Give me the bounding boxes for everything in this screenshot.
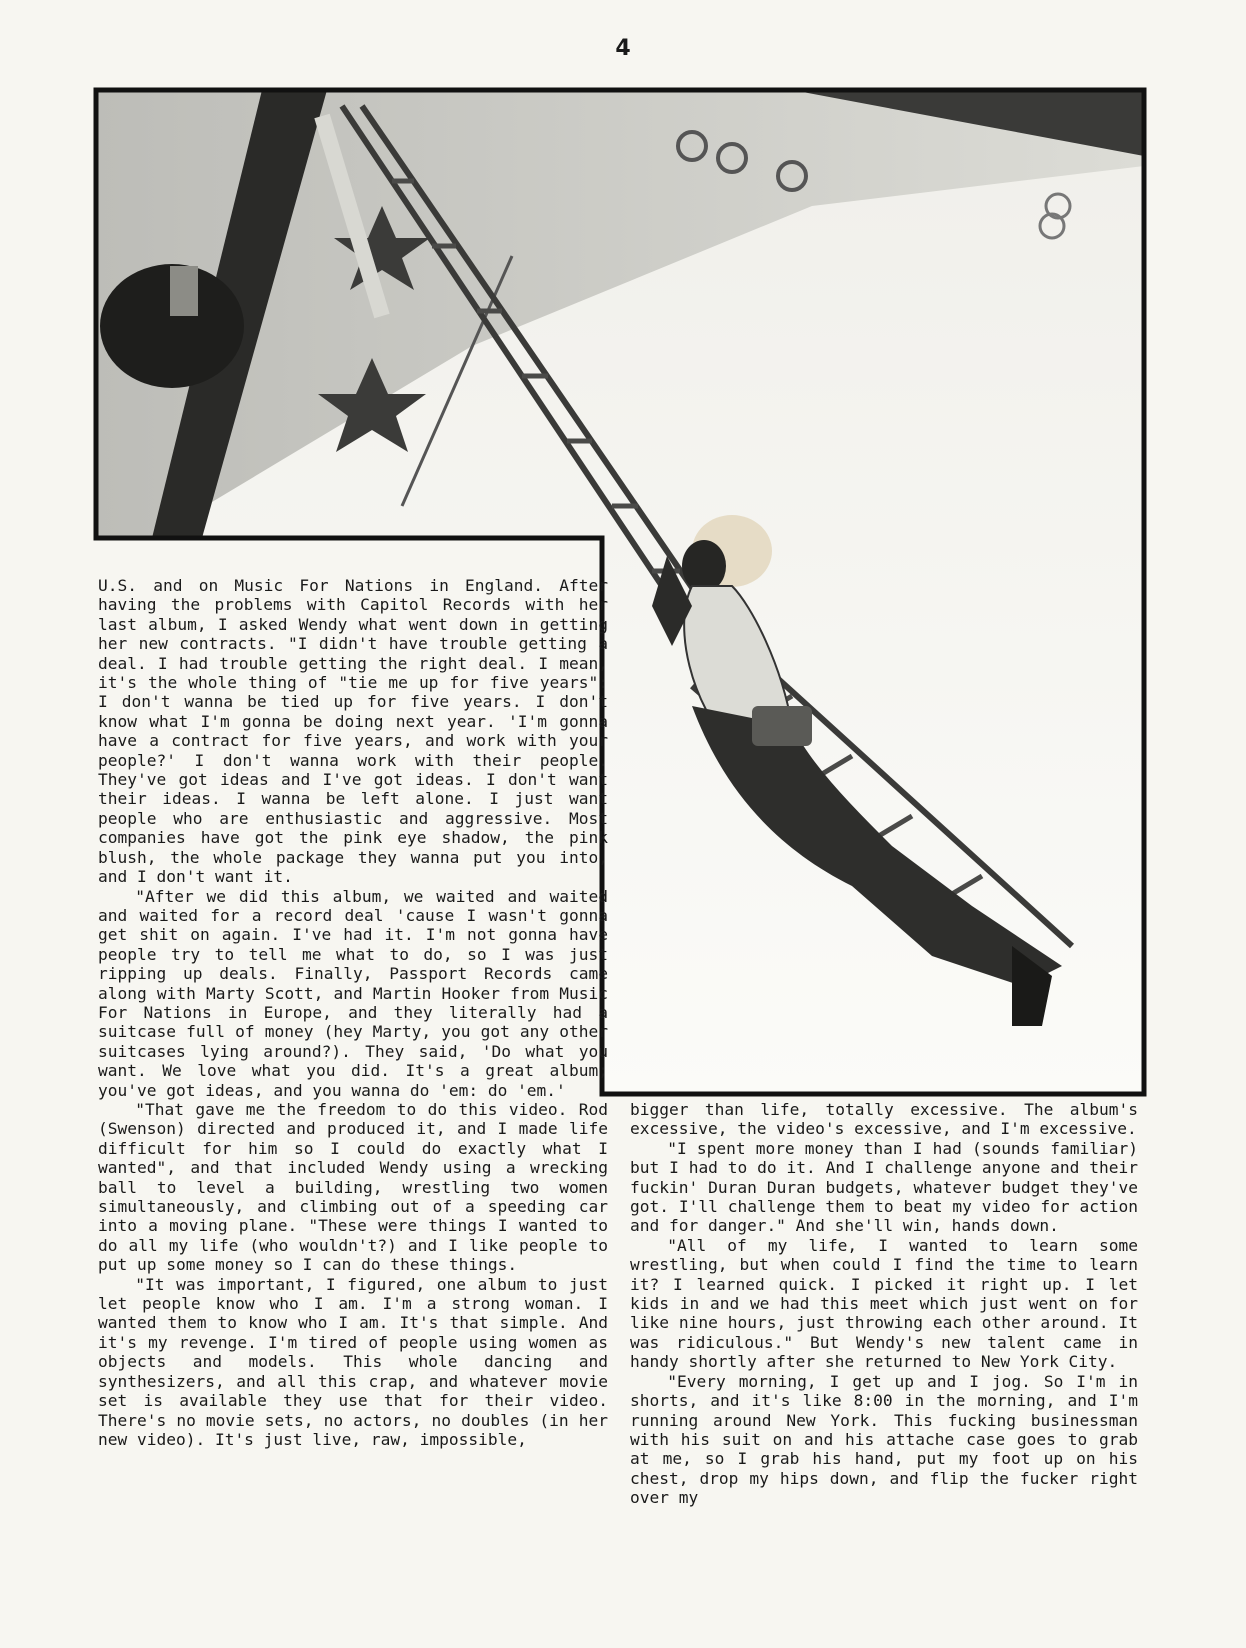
left-column-top bbox=[98, 576, 608, 1100]
left-column-bottom bbox=[98, 1100, 608, 1449]
article-paragraph: "Every morning, I get up and I jog. So I'm in shorts, and it's like 8:00 in the morning, and I'm running around New York. This fucking businessman with his suit on and his attache case goes to grab at me, so I grab his hand, put my foot up on his chest, drop my hips down, and flip the fucker right over my bbox=[630, 1371, 1138, 1508]
article-paragraph: "That gave me the freedom to do this video. Rod (Swenson) directed and produced it, and I made life difficult for him so I could do exactly what I wanted", and that included Wendy using a wrecking ball to level a building, wrestling two women simultaneously, and climbing out of a speeding car into a moving plane. "These were things I wanted to do all my life (who wouldn't?) and I like people to put up some money so I can do these things. bbox=[98, 1100, 608, 1275]
article-paragraph: "After we did this album, we waited and waited and waited for a record deal 'cause I wasn't gonna get shit on again. I've had it. I'm not gonna have people try to tell me what to do, so I was just ripping up deals. Finally, Passport Records came along with Marty Scott, and Martin Hooker from Music For Nations in Europe, and they literally had a suitcase full of money (hey Marty, you got any other suitcases lying around?). They said, 'Do what you want. We love what you did. It's a great album; you've got ideas, and you wanna do 'em: do 'em.' bbox=[98, 886, 608, 1100]
article-paragraph: "All of my life, I wanted to learn some wrestling, but when could I find the time to learn it? I learned quick. I picked it right up. I let kids in and we had this meet which just went on for like nine hours, just throwing each other around. It was ridiculous." But Wendy's new talent came in handy shortly after she returned to New York City. bbox=[630, 1235, 1138, 1372]
article-paragraph: bigger than life, totally excessive. The album's excessive, the video's excessive, and I'm excessive. bbox=[630, 1100, 1138, 1139]
right-column bbox=[630, 1100, 1138, 1508]
page-number: 4 bbox=[615, 36, 631, 61]
article-paragraph: "It was important, I figured, one album to just let people know who I am. I'm a strong woman. I wanted them to know who I am. It's that simple. And it's my revenge. I'm tired of people using women as objects and models. This whole dancing and synthesizers, and all this crap, and whatever movie set is available they use that for their video. There's no movie sets, no actors, no doubles (in her new video). It's just live, raw, impossible, bbox=[98, 1274, 608, 1449]
article-paragraph: "I spent more money than I had (sounds familiar) but I had to do it. And I challenge anyone and their fuckin' Duran Duran budgets, whatever budget they've got. I'll challenge them to beat my video for action and for danger." And she'll win, hands down. bbox=[630, 1138, 1138, 1236]
article-paragraph: U.S. and on Music For Nations in England. After having the problems with Capitol Records with her last album, I asked Wendy what went down in getting her new contracts. "I didn't have trouble getting a deal. I had trouble getting the right deal. I mean, it's the whole thing of "tie me up for five years": I don't wanna be tied up for five years. I don't know what I'm gonna be doing next year. 'I'm gonna have a contract for five years, and work with your people?' I don't wanna work with their people. They've got ideas and I've got ideas. I don't want their ideas. I wanna be left alone. I just want people who are enthusiastic and aggressive. Most companies have got the pink eye shadow, the pink blush, the whole package they wanna put you into, and I don't want it. bbox=[98, 576, 608, 887]
